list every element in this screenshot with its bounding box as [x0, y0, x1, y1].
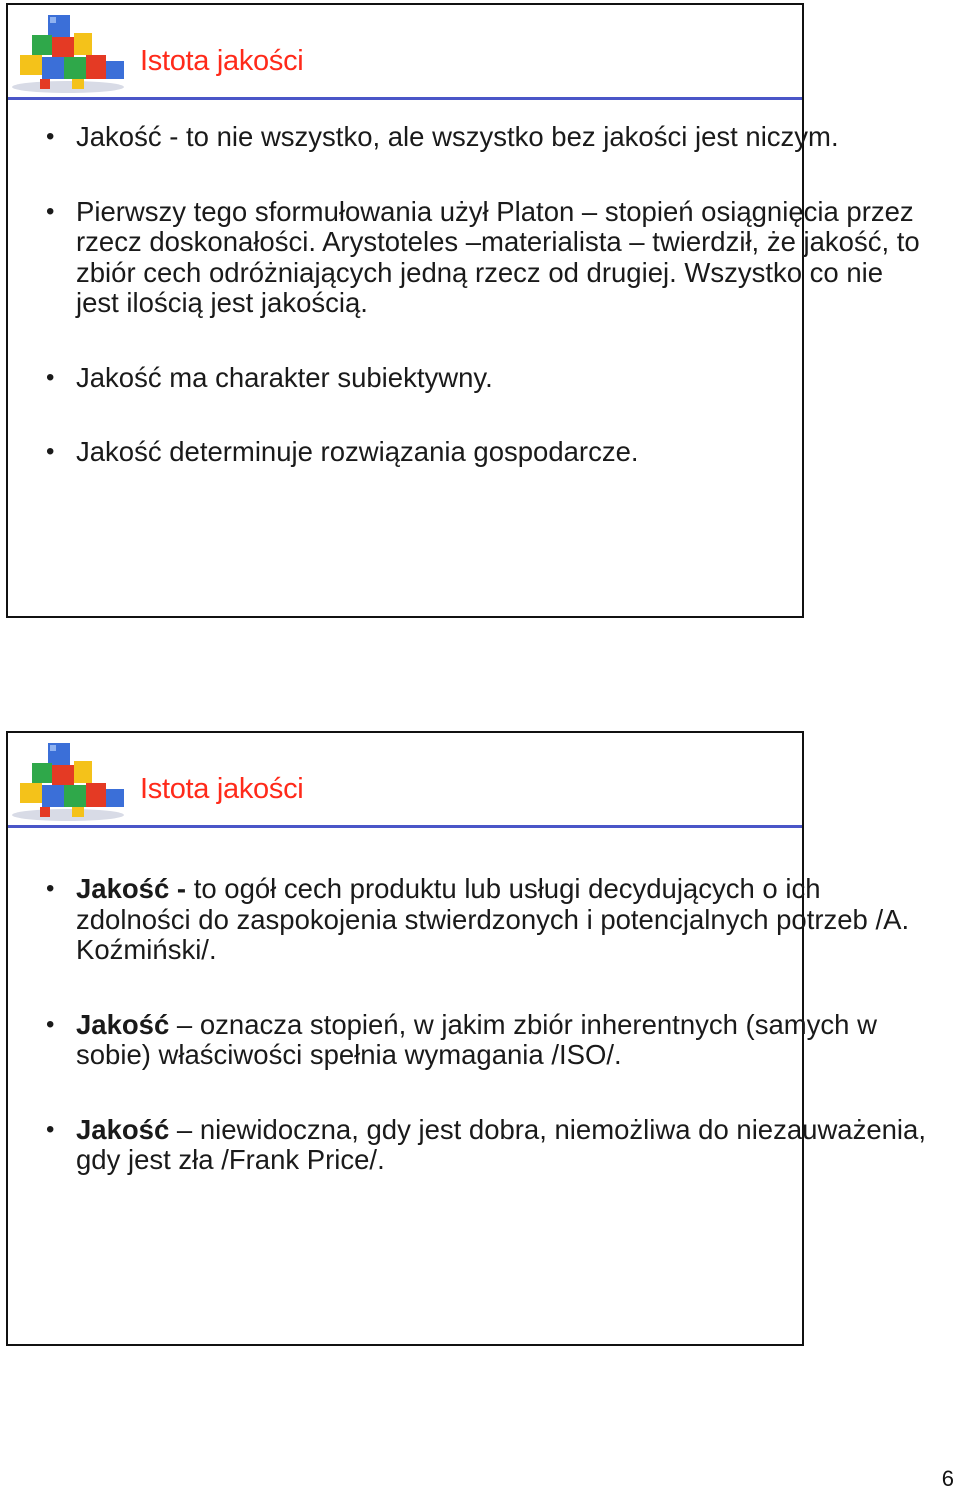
definition-text: to ogół cech produktu lub usługi decydujących o ich zdolności do zaspokojenia stwierdzonych i potencjalnych potrzeb /A. Koźmiński/.: [76, 873, 910, 965]
bullet-icon: •: [46, 1010, 55, 1038]
slide-header: [8, 733, 802, 831]
definition-text: – oznacza stopień, w jakim zbiór inherentnych (samych w sobie) właściwości spełnia wymagania /ISO/.: [76, 1008, 877, 1070]
building-blocks-icon: [10, 739, 128, 823]
bullet-text: Pierwszy tego sformułowania użył Platon – stopień osiągnięcia przez rzecz doskonałości. Arystoteles –materialista – twierdził, że jakość, to zbiór cech odróżniających jedną rzecz od drugiej. Wszystko co nie jest ilością jest jakością.: [76, 195, 920, 318]
definition-term: Jakość -: [76, 873, 187, 904]
bullet-icon: •: [46, 1115, 55, 1143]
list-item: [46, 874, 930, 966]
slide-title: Istota jakości: [140, 773, 304, 805]
bullet-icon: •: [46, 875, 55, 902]
bullet-icon: •: [46, 438, 55, 465]
list-item: [46, 122, 930, 153]
bullet-list: [46, 122, 930, 468]
slide-title: Istota jakości: [140, 45, 304, 77]
list-item: [46, 1115, 930, 1176]
bullet-text: Jakość determinuje rozwiązania gospodarcze.: [76, 436, 639, 467]
list-item: [46, 437, 930, 468]
list-item: [46, 197, 930, 319]
definition-term: Jakość: [76, 1008, 170, 1040]
page-number: 6: [941, 1466, 954, 1491]
definition-text: – niewidoczna, gdy jest dobra, niemożliwa do niezauważenia, gdy jest zła /Frank Price/.: [76, 1113, 926, 1175]
bullet-text: Jakość ma charakter subiektywny.: [76, 361, 493, 393]
bullet-list: [46, 874, 930, 1176]
bullet-icon: •: [46, 197, 55, 225]
list-item: [46, 363, 930, 394]
list-item: [46, 1010, 930, 1071]
bullet-text: Jakość - to nie wszystko, ale wszystko bez jakości jest niczym.: [76, 121, 839, 152]
bullet-icon: •: [46, 123, 55, 150]
title-divider: [8, 825, 802, 828]
building-blocks-icon: [10, 11, 128, 95]
definition-term: Jakość: [76, 1113, 170, 1145]
title-divider: [8, 97, 802, 100]
bullet-icon: •: [46, 363, 55, 391]
slide-header: [8, 5, 802, 103]
